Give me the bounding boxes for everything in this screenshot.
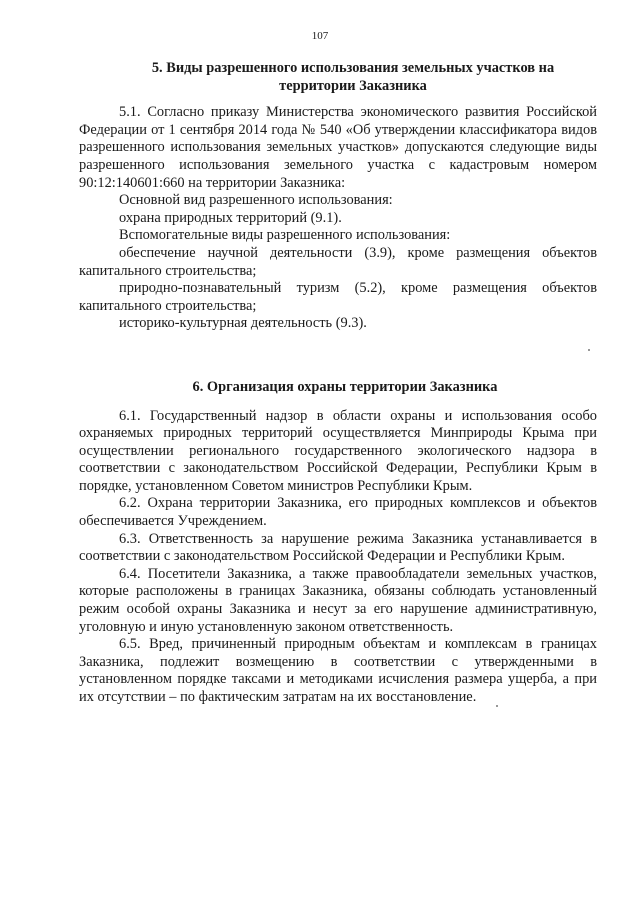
paragraph: 6.4. Посетители Заказника, а также правообладатели земельных участков, которые расположены в границах Заказника, обязаны соблюдать установленный режим особой охраны Заказника и несут за его нарушение административную, уголовную и иную установленную законом ответственность.: [79, 565, 597, 635]
section-6-heading: 6. Организация охраны территории Заказника: [192, 378, 498, 395]
paragraph: 6.2. Охрана территории Заказника, его природных комплексов и объектов обеспечивается Учреждением.: [79, 495, 597, 530]
section-6-body: [79, 408, 597, 707]
document-body: [79, 60, 597, 707]
paragraph: 6.5. Вред, причиненный природным объектам и комплексам в границах Заказника, подлежит возмещению в соответствии с утвержденными в установленном порядке таксами и методиками исчисления размера ущерба, а при их отсутствии – по фактическим затратам на их восстановление.: [79, 636, 597, 705]
paragraph: охрана природных территорий (9.1).: [119, 209, 342, 226]
scan-speck: [496, 705, 498, 707]
paragraph: 6.3. Ответственность за нарушение режима Заказника устанавливается в соответствии с законодательством Российской Федерации и Республики Крым.: [79, 530, 597, 565]
paragraph: историко-культурная деятельность (9.3).: [119, 315, 367, 332]
section-5-heading: [79, 60, 597, 95]
paragraph: природно-познавательный туризм (5.2), кроме размещения объектов капитального строительства;: [79, 280, 597, 314]
paragraph: Основной вид разрешенного использования:: [119, 192, 393, 209]
paragraph: 5.1. Согласно приказу Министерства экономического развития Российской Федерации от 1 сентября 2014 года № 540 «Об утверждении классификатора видов разрешенного использования земельных участков» допускаются следующие виды разрешенного использования земельного участка с кадастровым номером 90:12:140601:660 на территории Заказника:: [79, 104, 597, 191]
paragraph: обеспечение научной деятельности (3.9), кроме размещения объектов капитального строительства;: [79, 244, 597, 279]
section-5-heading-line-1: 5. Виды разрешенного использования земельных участков на: [151, 60, 555, 76]
page-number: 107: [311, 30, 329, 42]
section-5-body: [79, 104, 597, 333]
section-5-heading-line-2: территории Заказника: [279, 77, 427, 94]
scan-speck: [588, 349, 590, 351]
paragraph: Вспомогательные виды разрешенного использования:: [119, 227, 451, 244]
paragraph: 6.1. Государственный надзор в области охраны и использования особо охраняемых природных территорий осуществляется Минприроды Крыма при осуществлении регионального государственного экологического надзора в соответствии с законодательством Российской Федерации, Республики Крым в порядке, установленном Советом министров Республики Крым.: [79, 407, 597, 494]
